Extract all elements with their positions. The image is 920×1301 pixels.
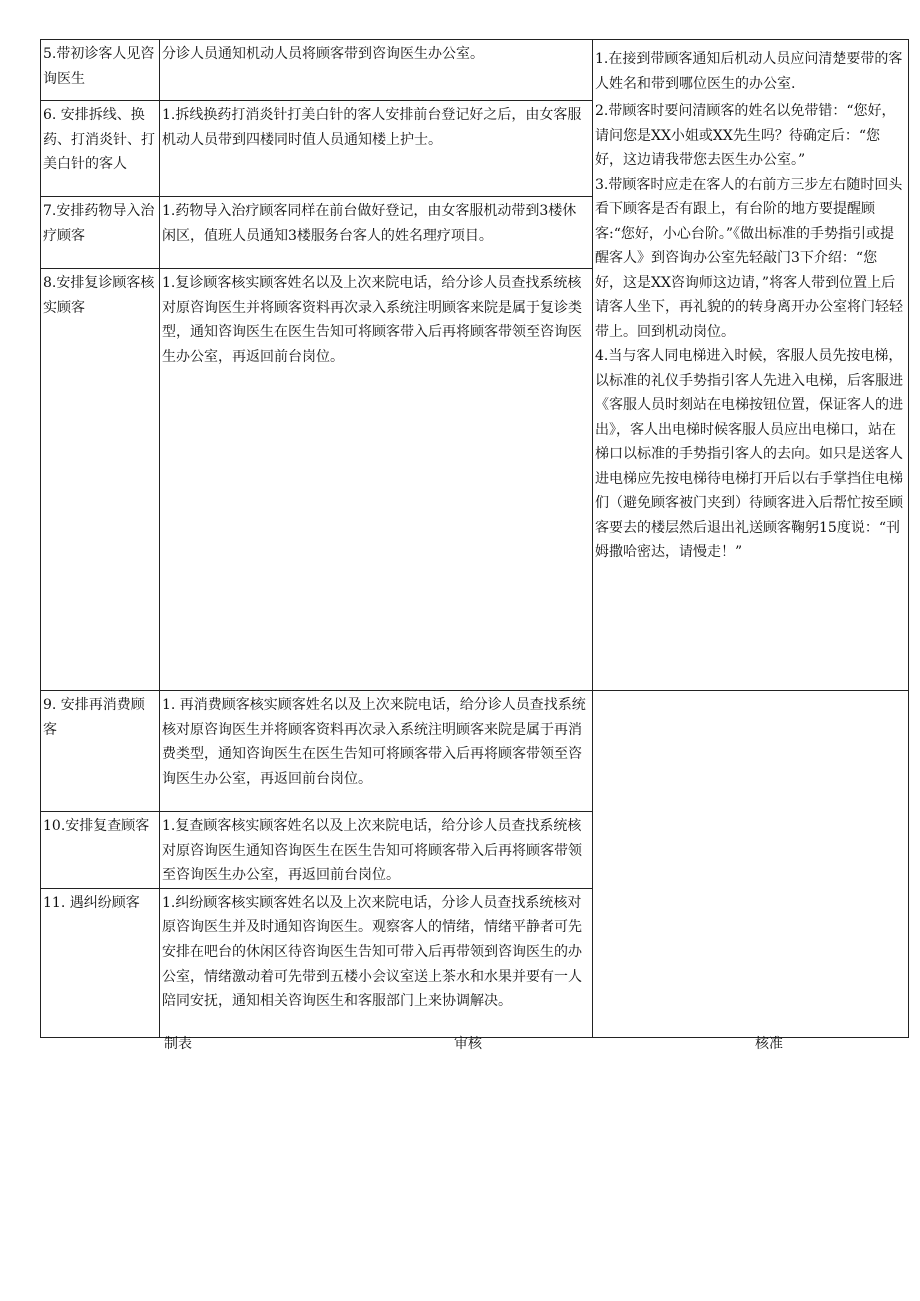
step-detail: 1.纠纷顾客核实顾客姓名以及上次来院电话，分诊人员查找系统核对原咨询医生并及时通知咨询医生。观察客人的情绪，情绪平静者可先安排在吧台的休闲区待咨询医生告知可带入后再带领到咨询医生的办公室，情绪激动着可先带到五楼小会议室送上茶水和水果并要有一人陪同安抚，通知相关咨询医生和客服部门上来协调解决。 [160, 888, 593, 1037]
note-item: 4.当与客人同电梯进入时候，客服人员先按电梯，以标准的礼仪手势指引客人先进入电梯，后客服进《客服人员时刻站在电梯按钮位置，保证客人的进出》，客人出电梯时候客服人员应出电梯口，站在梯口以标准的手势指引客人的去向。如只是送客人进电梯应先按电梯待电梯打开后以右手掌挡住电梯们（避免顾客被门夹到）待顾客进入后帮忙按至顾客要去的楼层然后退出礼送顾客鞠躬15度说：“刊姆撒哈密达，请慢走！” [595, 348, 903, 560]
note-item: 3.带顾客时应走在客人的右前方三步左右随时回头看下顾客是否有跟上，有台阶的地方要提醒顾客:“您好，小心台阶。”《做出标准的手势指引或提醒客人》到咨询办公室先轻敲门3下介绍：“您好，这是XX咨询师这边请，”将客人带到位置上后请客人坐下，再礼貌的的转身离开办公室将门轻轻带上。回到机动岗位。 [595, 176, 903, 340]
step-detail: 1. 再消费顾客核实顾客姓名以及上次来院电话，给分诊人员查找系统核对原咨询医生并将顾客资料再次录入系统注明顾客来院是属于再消费类型，通知咨询医生在医生告知可将顾客带入后再将顾客带领至咨询医生办公室，再返回前台岗位。 [160, 691, 593, 812]
prepared-by-label: 制表 [164, 1036, 192, 1052]
step-label: 10.安排复查顾客 [41, 812, 160, 889]
table-row [41, 691, 909, 812]
empty-notes-cell [593, 691, 909, 1038]
step-detail: 分诊人员通知机动人员将顾客带到咨询医生办公室。 [160, 40, 593, 101]
note-item: 2.带顾客时要问清顾客的姓名以免带错：“您好，请问您是XX小姐或XX先生吗？待确定后：“您好，这边请我带您去医生办公室。” [595, 103, 896, 168]
reviewed-by-label: 审核 [454, 1036, 482, 1052]
step-detail: 1.复查顾客核实顾客姓名以及上次来院电话，给分诊人员查找系统核对原咨询医生通知咨询医生在医生告知可将顾客带入后再将顾客带领至咨询医生办公室，再返回前台岗位。 [160, 812, 593, 889]
step-label: 11. 遇纠纷顾客 [41, 888, 160, 1037]
step-detail: 1.药物导入治疗顾客同样在前台做好登记，由女客服机动带到3楼休闲区，值班人员通知3楼服务台客人的姓名理疗项目。 [160, 197, 593, 269]
step-label: 6. 安排拆线、换药、打消炎针、打美白针的客人 [41, 101, 160, 197]
step-label: 9. 安排再消费顾客 [41, 691, 160, 812]
step-detail: 1.复诊顾客核实顾客姓名以及上次来院电话，给分诊人员查找系统核对原咨询医生并将顾客资料再次录入系统注明顾客来院是属于复诊类型，通知咨询医生在医生告知可将顾客带入后再将顾客带领至咨询医生办公室，再返回前台岗位。 [160, 269, 593, 691]
approved-by-label: 核准 [755, 1036, 783, 1052]
note-item: 1.在接到带顾客通知后机动人员应问清楚要带的客人姓名和带到哪位医生的办公室. [595, 51, 903, 92]
step-label: 5.带初诊客人见咨询医生 [41, 40, 160, 101]
notes-cell [593, 40, 909, 691]
step-label: 8.安排复诊顾客核实顾客 [41, 269, 160, 691]
table-row [41, 40, 909, 101]
procedure-table [40, 39, 909, 1038]
step-label: 7.安排药物导入治疗顾客 [41, 197, 160, 269]
step-detail: 1.拆线换药打消炎针打美白针的客人安排前台登记好之后，由女客服机动人员带到四楼同时值人员通知楼上护士。 [160, 101, 593, 197]
